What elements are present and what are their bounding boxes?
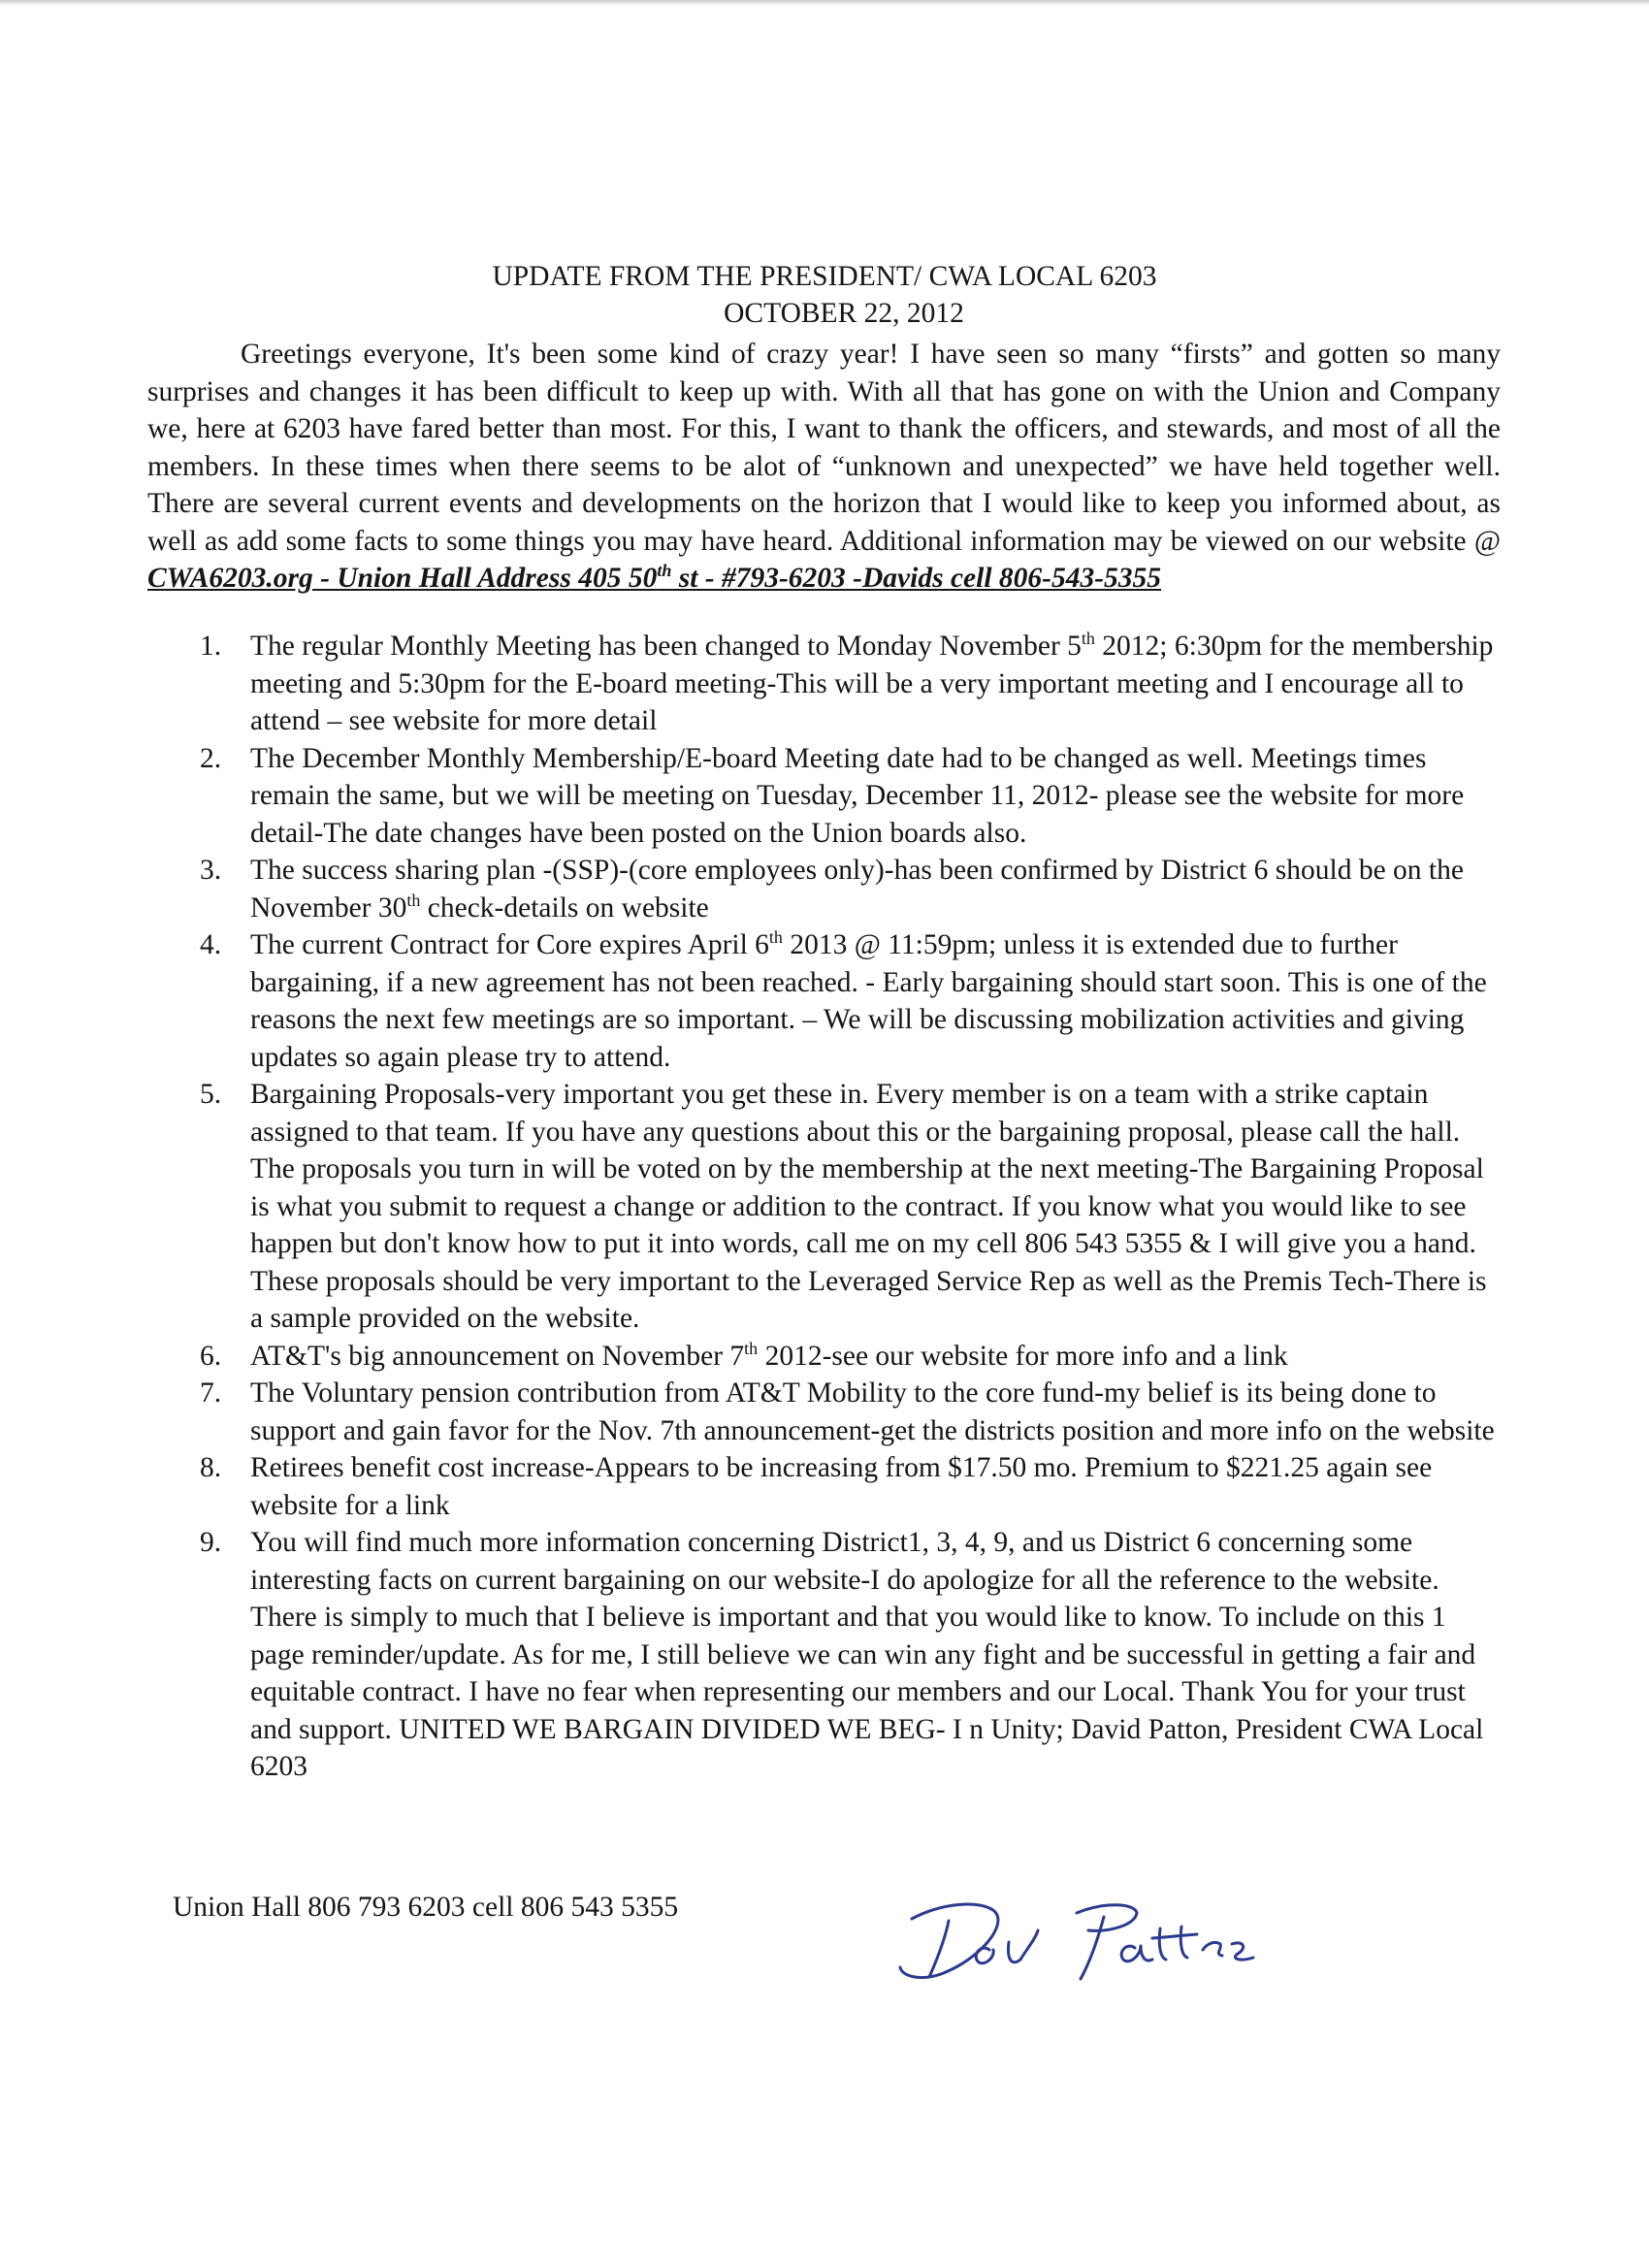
website-contact-line	[147, 563, 1161, 594]
list-item-sup: th	[744, 1338, 759, 1358]
list-item-number: 7.	[200, 1377, 222, 1409]
list-item-text: You will find much more information concerning District1, 3, 4, 9, and us District 6 concerning some interesting facts on current bargaining on our website-I do apologize for all the reference to the website. There is simply to much that I believe is important and that you would like to know. To include on this 1 page reminder/update. As for me, I still believe we can win any fight and be successful in getting a fair and equitable contract. I have no fear when representing our members and our Local. Thank You for your trust and support. UNITED WE BARGAIN DIVIDED WE BEG- I n Unity; David Patton, President CWA Local 6203	[250, 1527, 1484, 1782]
website-contact-text-a: CWA6203.org - Union Hall Address 405 50	[147, 563, 658, 594]
intro-paragraph	[147, 336, 1501, 598]
letter-date: OCTOBER 22, 2012	[724, 298, 964, 329]
letter-title: UPDATE FROM THE PRESIDENT/ CWA LOCAL 6203	[492, 261, 1157, 292]
website-contact-text-b: st - #793-6203 -Davids cell 806-543-5355	[671, 563, 1162, 594]
list-item-sup: th	[1081, 629, 1095, 649]
list-item-text: Retirees benefit cost increase-Appears to be increasing from $17.50 mo. Premium to $221.25 again see website for a link	[250, 1452, 1433, 1521]
list-item-text: The current Contract for Core expires April 6	[250, 929, 769, 960]
list-item	[186, 1524, 1505, 1786]
list-item-number: 3.	[200, 855, 222, 886]
list-item-text-tail: check-details on website	[420, 891, 709, 923]
list-item-number: 5.	[200, 1079, 222, 1110]
website-contact-sup: th	[657, 561, 672, 581]
list-item	[186, 1338, 1505, 1376]
list-item-text: The regular Monthly Meeting has been changed to Monday November 5	[250, 631, 1082, 662]
list-item	[186, 1375, 1505, 1449]
list-item-text-tail: 2012-see our website for more info and a link	[758, 1340, 1288, 1372]
list-item-sup: th	[768, 927, 783, 948]
footer-contact: Union Hall 806 793 6203 cell 806 543 5355	[173, 1892, 679, 1923]
intro-text: Greetings everyone, It's been some kind of crazy year! I have seen so many “firsts” and gotten so many surprises and changes it has been difficult to keep up with. With all that has gone on with the Union and Company we, here at 6203 have fared better than most. For this, I want to thank the officers, and stewards, and most of all the members. In these times when there seems to be alot of “unknown and unexpected” we have held together well. There are several current events and developments on the horizon that I would like to keep you informed about, as well as add some facts to some things you may have heard. Additional information may be viewed on our website @	[147, 339, 1501, 557]
handwritten-signature-icon	[873, 1882, 1261, 1989]
list-item	[186, 926, 1505, 1076]
list-item-number: 1.	[200, 631, 222, 662]
list-item-text: The Voluntary pension contribution from AT&T Mobility to the core fund-my belief is its being done to support and gain favor for the Nov. 7th announcement-get the districts position and more info on the website	[250, 1377, 1495, 1446]
list-item-text: The success sharing plan -(SSP)-(core employees only)-has been confirmed by District 6 should be on the November 30	[250, 855, 1464, 923]
list-item-number: 9.	[200, 1527, 222, 1558]
list-item-text: The December Monthly Membership/E-board Meeting date had to be changed as well. Meetings times remain the same, but we will be meeting on Tuesday, December 11, 2012- please see the website for more detail-The date changes have been posted on the Union boards also.	[250, 742, 1465, 849]
list-item-number: 2.	[200, 742, 222, 774]
list-item	[186, 1076, 1505, 1338]
list-item-text-tail: 2012; 6:30pm for the membership meeting and 5:30pm for the E-board meeting-This will be a very important meeting and I encourage all to attend – see website for more detail	[250, 631, 1494, 736]
list-item-number: 8.	[200, 1452, 222, 1483]
list-item-sup: th	[406, 890, 421, 910]
list-item-text: Bargaining Proposals-very important you get these in. Every member is on a team with a strike captain assigned to that team. If you have any questions about this or the bargaining proposal, please call the hall. The proposals you turn in will be voted on by the membership at the next meeting-The Bargaining Proposal is what you submit to request a change or addition to the contract. If you know what you would like to see happen but don't know how to put it into words, call me on my cell 806 543 5355 & I will give you a hand. These proposals should be very important to the Leveraged Service Rep as well as the Premis Tech-There is a sample provided on the website.	[250, 1079, 1487, 1334]
list-item	[186, 740, 1505, 853]
list-item	[186, 628, 1505, 740]
list-item-number: 4.	[200, 929, 222, 960]
list-item-number: 6.	[200, 1340, 222, 1372]
list-item-text: AT&T's big announcement on November 7	[250, 1340, 745, 1372]
list-item	[186, 1449, 1505, 1524]
update-list	[186, 628, 1505, 1786]
list-item-text-tail: 2013 @ 11:59pm; unless it is extended due to further bargaining, if a new agreement has not been reached. - Early bargaining should start soon. This is one of the reasons the next few meetings are so important. – We will be discussing mobilization activities and giving updates so again please try to attend.	[250, 929, 1487, 1073]
list-item	[186, 852, 1505, 926]
